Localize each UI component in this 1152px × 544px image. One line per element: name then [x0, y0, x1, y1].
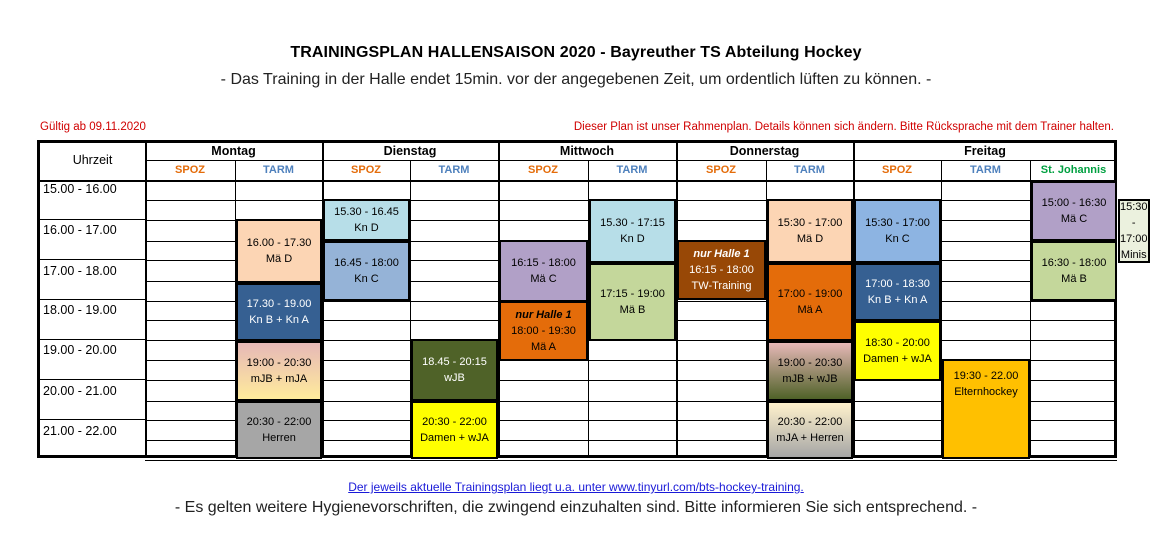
session-text: wJB	[444, 372, 465, 384]
time-slot-label: 21.00 - 22.00	[43, 424, 117, 438]
day-divider	[853, 160, 1117, 161]
subcolumn-header: TARM	[794, 164, 825, 176]
valid-from-label: Gültig ab 09.11.2020	[40, 121, 146, 133]
session-block[interactable]	[942, 359, 1030, 459]
schedule-table	[37, 140, 1148, 458]
session-text: 20:30 - 22:00	[422, 416, 487, 428]
plan-notice: Dieser Plan ist unser Rahmenplan. Details können sich ändern. Bitte Rücksprache mit dem Trainer halten.	[573, 121, 1114, 133]
training-plan-link[interactable]: Der jeweils aktuelle Trainingsplan liegt u.a. unter www.tinyurl.com/bts-hockey-training.	[348, 480, 804, 494]
session-text: Mä D	[796, 233, 824, 245]
session-text: Mä A	[797, 304, 823, 316]
column-divider	[145, 143, 147, 458]
time-divider	[40, 339, 145, 340]
session-block[interactable]	[767, 199, 853, 263]
subcolumn-header: TARM	[616, 164, 648, 176]
session-text: TW-Training	[691, 280, 752, 292]
subcolumn-header: SPOZ	[528, 164, 558, 176]
session-text: Kn D	[354, 222, 379, 234]
subcolumn-header: TARM	[263, 164, 294, 176]
session-text: mJB + mJA	[250, 373, 308, 385]
session-text: Kn B + Kn A	[867, 294, 928, 306]
session-text: 15.30 - 16.45	[334, 206, 399, 218]
uhrzeit-header: Uhrzeit	[72, 153, 113, 167]
day-header: Donnerstag	[729, 144, 800, 158]
time-divider	[40, 259, 145, 260]
session-block[interactable]	[236, 219, 322, 283]
session-block[interactable]	[767, 263, 853, 341]
session-block[interactable]	[236, 341, 322, 401]
day-divider	[676, 160, 853, 161]
column-divider	[676, 143, 678, 458]
session-text: Mä A	[530, 341, 557, 353]
time-slot-label: 16.00 - 17.00	[43, 223, 117, 237]
hall-note: nur Halle 1	[693, 248, 750, 260]
session-text: 17:00 - 19:00	[777, 288, 843, 300]
session-text: 17:15 - 19:00	[600, 288, 665, 300]
session-text: 15:30 - 17:00	[1120, 201, 1148, 245]
session-text: 19:00 - 20:30	[246, 357, 312, 369]
session-block[interactable]	[589, 199, 676, 263]
session-block[interactable]	[589, 263, 676, 341]
session-block[interactable]	[323, 199, 410, 241]
session-text: Kn D	[620, 233, 645, 245]
session-text: Mä D	[265, 253, 293, 265]
session-text: 20:30 - 22:00	[246, 416, 312, 428]
session-text: 18:00 - 19:30	[511, 325, 576, 337]
session-text: Elternhockey	[954, 386, 1018, 398]
time-divider	[40, 379, 145, 380]
day-header: Mittwoch	[559, 144, 615, 158]
session-text: Kn C	[885, 233, 910, 245]
subcolumn-header: TARM	[438, 164, 470, 176]
session-block[interactable]	[236, 401, 322, 459]
session-text: Mä B	[619, 304, 646, 316]
subcolumn-header: TARM	[970, 164, 1001, 176]
session-block[interactable]	[854, 263, 941, 321]
session-text: 15:00 - 16:30	[1041, 197, 1107, 209]
time-slot-label: 18.00 - 19.00	[43, 303, 117, 317]
time-slot-label: 15.00 - 16.00	[43, 182, 117, 196]
session-block[interactable]	[411, 339, 498, 401]
session-text: 16:30 - 18:00	[1041, 257, 1107, 269]
session-text: 17:00 - 18:30	[865, 278, 930, 290]
page-subtitle: - Das Training in der Halle endet 15min. vor der angegebenen Zeit, um ordentlich lüften zu können. -	[220, 71, 932, 88]
time-slot-label: 19.00 - 20.00	[43, 343, 117, 357]
session-text: mJB + wJB	[782, 373, 838, 385]
session-text: 16.00 - 17.30	[246, 237, 312, 249]
hall-note: nur Halle 1	[515, 309, 572, 321]
session-text: Mä B	[1061, 273, 1087, 285]
subcolumn-header: SPOZ	[706, 164, 736, 176]
subcolumn-header: SPOZ	[351, 164, 381, 176]
session-text: Damen + wJA	[420, 432, 489, 444]
day-header: Montag	[211, 144, 256, 158]
session-block[interactable]	[854, 321, 941, 381]
session-block[interactable]	[499, 240, 588, 302]
session-block[interactable]	[323, 241, 410, 301]
day-divider	[498, 160, 676, 161]
session-text: Damen + wJA	[863, 353, 932, 365]
subcolumn-header: SPOZ	[882, 164, 912, 176]
session-text: 19:00 - 20:30	[777, 357, 843, 369]
day-divider	[145, 160, 322, 161]
session-text: Mä C	[530, 273, 557, 285]
session-text: 16:15 - 18:00	[689, 264, 754, 276]
session-text: 15:30 - 17:00	[777, 217, 843, 229]
day-header: Dienstag	[383, 144, 437, 158]
session-block[interactable]	[1031, 181, 1117, 241]
session-text: 17.30 - 19.00	[246, 298, 312, 310]
session-text: 15.30 - 17:15	[600, 217, 665, 229]
session-block[interactable]	[677, 240, 766, 300]
session-block[interactable]	[854, 199, 941, 263]
session-text: 15:30 - 17:00	[865, 217, 930, 229]
time-slot-label: 17.00 - 18.00	[43, 264, 117, 278]
page-title: TRAININGSPLAN HALLENSAISON 2020 - Bayreuther TS Abteilung Hockey	[290, 44, 862, 61]
time-divider	[40, 299, 145, 300]
session-block[interactable]	[499, 301, 588, 361]
day-header: Freitag	[964, 144, 1006, 158]
session-block[interactable]	[1031, 241, 1117, 301]
session-block[interactable]	[767, 401, 853, 459]
session-text: 18.45 - 20:15	[422, 356, 487, 368]
header-divider	[40, 180, 1117, 182]
time-divider	[40, 219, 145, 220]
subcolumn-header: St. Johannis	[1040, 164, 1107, 176]
session-text: Herren	[262, 432, 296, 444]
subcolumn-header: SPOZ	[175, 164, 205, 176]
session-text: Kn B + Kn A	[249, 314, 309, 326]
session-text: 19:30 - 22.00	[953, 370, 1019, 382]
session-text: 18:30 - 20:00	[865, 337, 930, 349]
session-text: 16:15 - 18:00	[511, 257, 576, 269]
time-slot-label: 20.00 - 21.00	[43, 384, 117, 398]
session-block[interactable]	[411, 401, 498, 459]
row-divider	[145, 460, 1117, 461]
session-block[interactable]	[767, 341, 853, 401]
session-text: Kn C	[354, 273, 379, 285]
session-text: Minis	[1120, 249, 1147, 261]
time-divider	[40, 419, 145, 420]
session-text: 20:30 - 22:00	[777, 416, 843, 428]
hygiene-note: - Es gelten weitere Hygienevorschriften, die zwingend einzuhalten sind. Bitte informieren Sie sich entsprechend. -	[174, 499, 978, 516]
session-block[interactable]	[236, 283, 322, 341]
session-text: mJA + Herren	[776, 432, 844, 444]
session-text: 16.45 - 18:00	[334, 257, 399, 269]
session-text: Mä C	[1060, 213, 1088, 225]
session-block[interactable]	[1118, 199, 1150, 263]
